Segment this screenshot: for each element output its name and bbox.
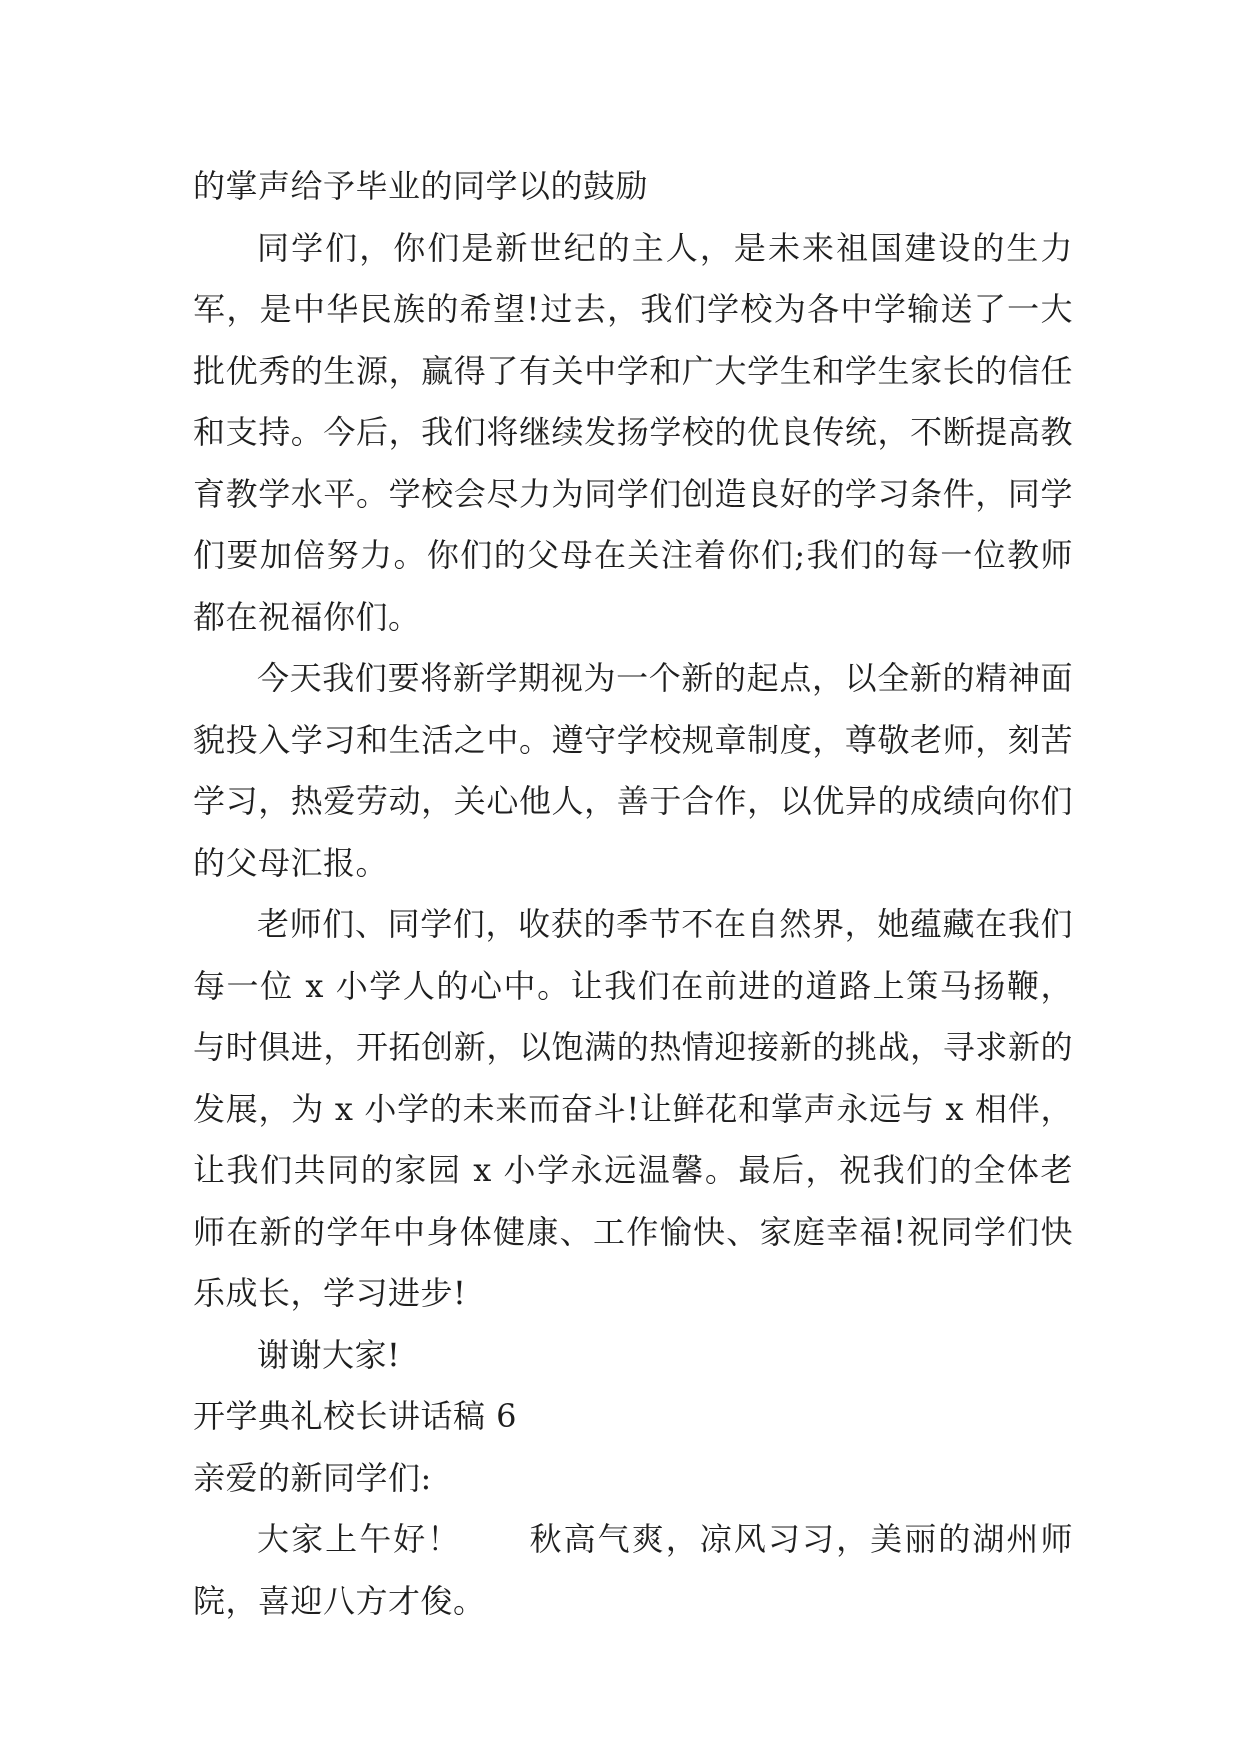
paragraph: 大家上午好！ 秋高气爽，凉风习习，美丽的湖州师院，喜迎八方才俊。 <box>193 1520 1073 1620</box>
salutation: 亲爱的新同学们: <box>193 1458 432 1497</box>
paragraph: 同学们，你们是新世纪的主人，是未来祖国建设的生力军，是中华民族的希望!过去，我们学校为各中学输送了一大批优秀的生源，赢得了有关中学和广大学生和学生家长的信任和支持。今后，我们将继续发扬学校的优良传统，不断提高教育教学水平。学校会尽力为同学们创造良好的学习条件，同学们要加倍努力。你们的父母在关注着你们;我们的每一位教师都在祝福你们。 <box>193 228 1073 636</box>
paragraph: 今天我们要将新学期视为一个新的起点，以全新的精神面貌投入学习和生活之中。遵守学校规章制度，尊敬老师，刻苦学习，热爱劳动，关心他人，善于合作，以优异的成绩向你们的父母汇报。 <box>193 659 1073 882</box>
document-body <box>193 156 1073 1632</box>
paragraph: 老师们、同学们，收获的季节不在自然界，她蕴藏在我们每一位 x 小学人的心中。让我们在前进的道路上策马扬鞭，与时俱进，开拓创新，以饱满的热情迎接新的挑战，寻求新的发展，为 x 小学的未来而奋斗!让鲜花和掌声永远与 x 相伴，让我们共同的家园 x 小学永远温馨。最后，祝我们的全体老师在新的学年中身体健康、工作愉快、家庭幸福!祝同学们快乐成长，学习进步! <box>193 905 1073 1312</box>
paragraph-continuation: 的掌声给予毕业的同学以的鼓励 <box>193 167 649 205</box>
closing-thanks: 谢谢大家! <box>257 1335 401 1374</box>
section-title: 开学典礼校长讲话稿 6 <box>193 1397 518 1435</box>
